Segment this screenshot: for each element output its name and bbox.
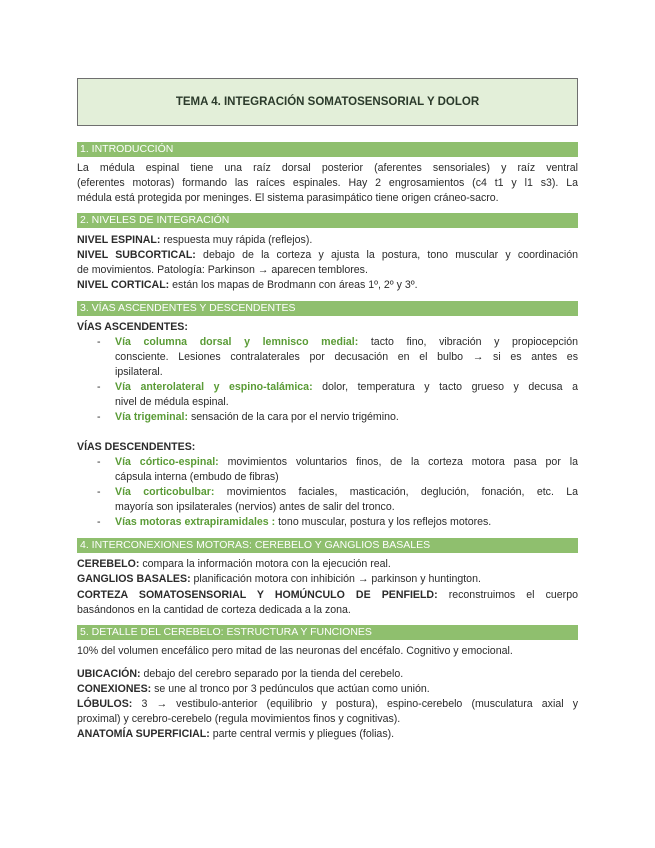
- via-desc: movimientos faciales, masticación, deglución, fonación, etc. La: [214, 486, 578, 498]
- via-name: Vías motoras extrapiramidales :: [115, 516, 276, 528]
- section-header-cerebelo: 5. DETALLE DEL CEREBELO: ESTRUCTURA Y FUNCIONES: [77, 625, 578, 640]
- list-item: - Vías motoras extrapiramidales : tono muscular, postura y los reflejos motores.: [97, 516, 492, 528]
- corteza-def: [77, 588, 578, 603]
- via-desc-line-2: mayoría son ipsilaterales (nervios) antes de salir del tronco.: [115, 501, 395, 513]
- via-desc-line-3: ipsilateral.: [115, 366, 163, 378]
- via-desc-line-2: nivel de médula espinal.: [115, 396, 229, 408]
- via-desc-line-2: cápsula interna (embudo de fibras): [115, 471, 279, 483]
- nivel-espinal: [77, 233, 578, 248]
- list-item: - Vía corticobulbar: movimientos faciales, masticación, deglución, fonación, etc. La: [97, 486, 578, 498]
- ganglios-label: GANGLIOS BASALES:: [77, 573, 191, 585]
- ubicacion-text: debajo del cerebro separado por la tienda del cerebelo.: [140, 668, 404, 680]
- ganglios-def: [77, 572, 578, 587]
- intro-line-2: (eferentes motoras) formando las raíces espinales. Hay 2 engrosamientos (c4 t1 y l1 s3). La: [77, 177, 578, 189]
- title-box-wrapper: [77, 78, 578, 126]
- document-title: TEMA 4. INTEGRACIÓN SOMATOSENSORIAL Y DOLOR: [77, 78, 578, 126]
- list-item: - Vía columna dorsal y lemnisco medial: tacto fino, vibración y propiocepción: [97, 336, 578, 348]
- ganglios-text: planificación motora con inhibición → parkinson y huntington.: [190, 573, 481, 585]
- nivel-cortical-label: NIVEL CORTICAL:: [77, 279, 170, 291]
- ubicacion-def: [77, 667, 578, 682]
- conexiones-def: [77, 682, 578, 697]
- via-desc-line-2: consciente. Lesiones contralaterales por decusación en el bulbo → si es antes es: [115, 351, 578, 363]
- nivel-espinal-label: NIVEL ESPINAL:: [77, 234, 161, 246]
- cerebelo-text: compara la información motora con la ejecución real.: [139, 558, 391, 570]
- anatomia-label: ANATOMÍA SUPERFICIAL:: [77, 728, 210, 740]
- corteza-label: CORTEZA SOMATOSENSORIAL Y HOMÚNCULO DE PENFIELD:: [77, 589, 438, 601]
- intro-line-1: La médula espinal tiene una raíz dorsal posterior (aferentes sensoriales) y raíz ventral: [77, 162, 578, 174]
- via-name: Vía corticobulbar:: [115, 486, 215, 498]
- via-name: Vía anterolateral y espino-talámica:: [115, 381, 313, 393]
- nivel-cortical-text: están los mapas de Brodmann con áreas 1º, 2º y 3º.: [169, 279, 418, 291]
- ubicacion-label: UBICACIÓN:: [77, 668, 141, 680]
- section-header-vias: 3. VÍAS ASCENDENTES Y DESCENDENTES: [77, 301, 578, 316]
- list-item: - Vía trigeminal: sensación de la cara por el nervio trigémino.: [97, 411, 399, 423]
- nivel-espinal-text: respuesta muy rápida (reflejos).: [160, 234, 313, 246]
- nivel-subcortical-label: NIVEL SUBCORTICAL:: [77, 249, 196, 261]
- vias-descendentes-label: VÍAS DESCENDENTES:: [77, 441, 196, 453]
- via-desc: tono muscular, postura y los reflejos motores.: [275, 516, 492, 528]
- lobulos-text-1: 3 → vestibulo-anterior (equilibrio y postura), espino-cerebelo (musculatura axial y: [132, 698, 578, 710]
- via-name: Vía columna dorsal y lemnisco medial:: [115, 336, 359, 348]
- list-item: - Vía anterolateral y espino-talámica: dolor, temperatura y tacto grueso y decusa a: [97, 381, 578, 393]
- conexiones-label: CONEXIONES:: [77, 683, 152, 695]
- via-desc: dolor, temperatura y tacto grueso y decusa a: [312, 381, 578, 393]
- nivel-subcortical-text-1: debajo de la corteza y ajusta la postura, tono muscular y coordinación: [195, 249, 578, 261]
- corteza-text-1: reconstruimos el cuerpo: [437, 589, 578, 601]
- cerebelo-label: CEREBELO:: [77, 558, 140, 570]
- anatomia-def: [77, 727, 578, 742]
- via-desc: tacto fino, vibración y propiocepción: [358, 336, 578, 348]
- cerebelo-def: [77, 557, 578, 572]
- via-desc: sensación de la cara por el nervio trigémino.: [188, 411, 399, 423]
- via-desc: movimientos voluntarios finos, de la corteza motora pasa por la: [218, 456, 578, 468]
- corteza-text-2: basándonos en la cantidad de corteza dedicada a la zona.: [77, 604, 351, 616]
- vias-ascendentes-label: VÍAS ASCENDENTES:: [77, 321, 188, 333]
- section-header-interconexiones: 4. INTERCONEXIONES MOTORAS: CEREBELO Y GANGLIOS BASALES: [77, 538, 578, 553]
- nivel-subcortical: [77, 248, 578, 263]
- lobulos-label: LÓBULOS:: [77, 698, 133, 710]
- nivel-subcortical-line-2: de movimientos. Patología: Parkinson → aparecen temblores.: [77, 264, 368, 276]
- cerebelo-intro: 10% del volumen encefálico pero mitad de las neuronas del encéfalo. Cognitivo y emocional.: [77, 645, 513, 657]
- lobulos-def: [77, 697, 578, 712]
- section-header-niveles: 2. NIVELES DE INTEGRACIÓN: [77, 213, 578, 228]
- via-name: Vía trigeminal:: [115, 411, 188, 423]
- section-header-introduccion: 1. INTRODUCCIÓN: [77, 142, 578, 157]
- conexiones-text: se une al tronco por 3 pedúnculos que actúan como unión.: [151, 683, 430, 695]
- list-item: - Vía córtico-espinal: movimientos voluntarios finos, de la corteza motora pasa por la: [97, 456, 578, 468]
- via-name: Vía córtico-espinal:: [115, 456, 219, 468]
- lobulos-text-2: proximal) y cerebro-cerebelo (regula movimientos finos y cognitivas).: [77, 713, 401, 725]
- nivel-cortical: [77, 278, 578, 293]
- anatomia-text: parte central vermis y pliegues (folias).: [209, 728, 395, 740]
- intro-line-3: médula está protegida por meninges. El sistema parasimpático tiene origen cráneo-sacro.: [77, 192, 499, 204]
